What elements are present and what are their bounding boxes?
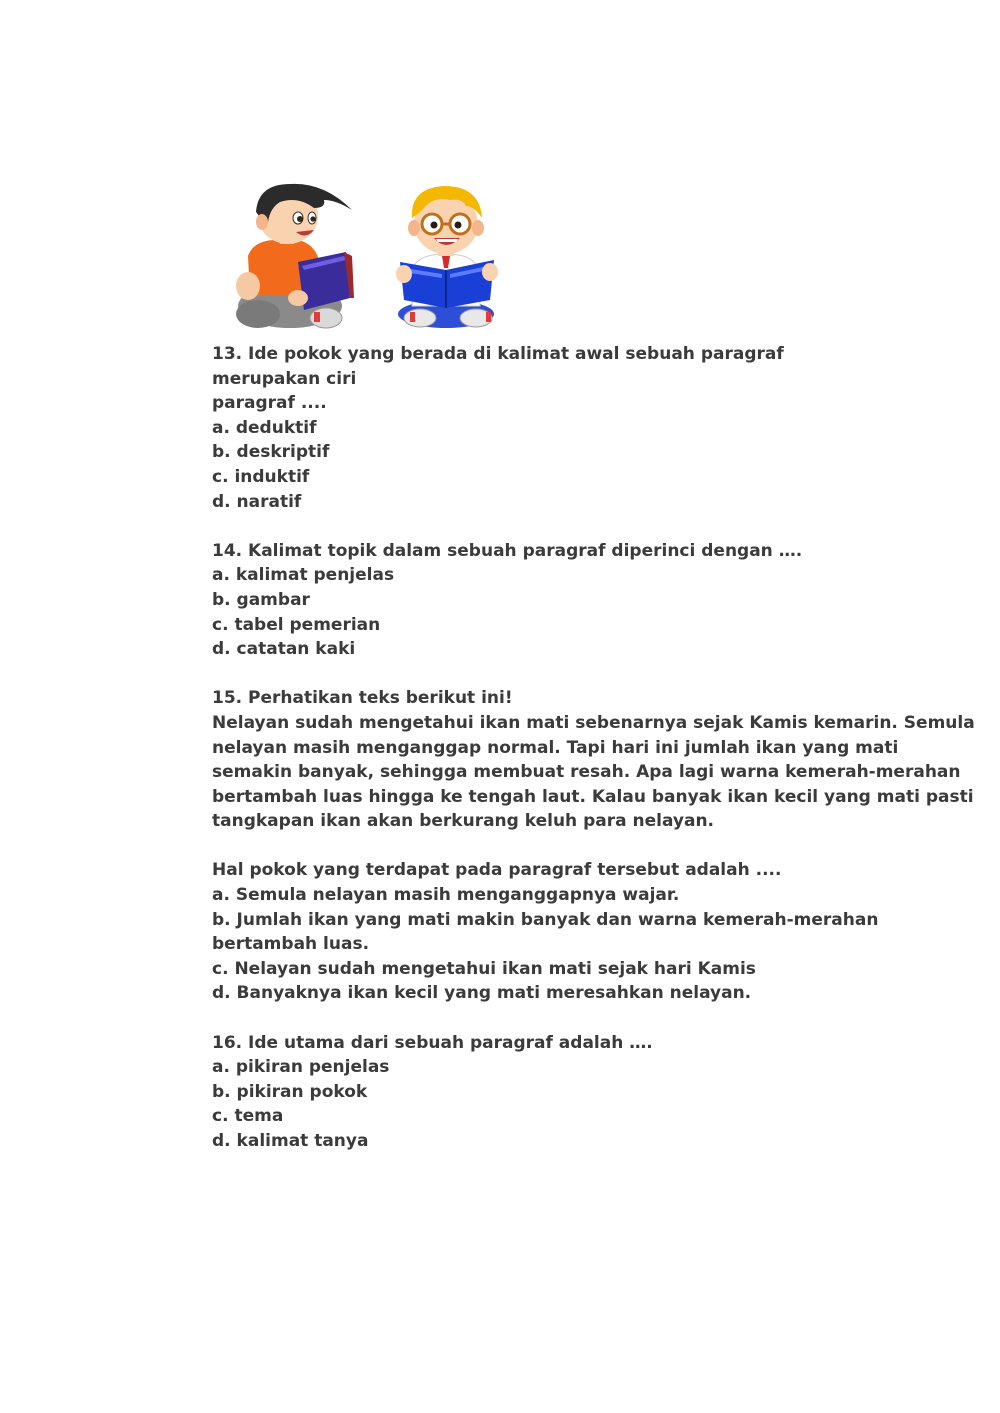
question-15-sub-prompt: Hal pokok yang terdapat pada paragraf tersebut adalah .... [212,860,782,881]
question-16-prompt: 16. Ide utama dari sebuah paragraf adalah …. [212,1032,653,1053]
passage-line-1: Nelayan sudah mengetahui ikan mati sebenarnya sejak Kamis kemarin. Semula [212,712,975,733]
question-14 [212,539,892,662]
question-13-prompt-line-1: 13. Ide pokok yang berada di kalimat awal sebuah paragraf merupakan ciri [212,344,790,389]
passage-line-5: tangkapan ikan akan berkurang keluh para nelayan. [212,811,715,832]
question-16-option-a: a. pikiran penjelas [212,1057,390,1078]
worksheet-content [212,342,975,1178]
question-13-option-d: d. naratif [212,491,302,512]
question-15-answers [212,858,892,1006]
question-13 [212,342,892,514]
question-15-option-b-line-1: b. Jumlah ikan yang mati makin banyak dan warna kemerah-merahan [212,909,879,930]
question-13-prompt-line-2: paragraf .... [212,393,327,414]
boy-reading-purple-book-icon [236,184,354,328]
question-15-option-b-line-2: bertambah luas. [212,934,370,955]
passage-line-2: nelayan masih menganggap normal. Tapi hari ini jumlah ikan yang mati [212,737,899,758]
question-14-option-b: b. gambar [212,589,310,610]
question-15-option-d: d. Banyaknya ikan kecil yang mati meresahkan nelayan. [212,983,752,1004]
question-16-option-d: d. kalimat tanya [212,1131,369,1151]
passage-line-3: semakin banyak, sehingga membuat resah. Apa lagi warna kemerah-merahan [212,762,961,783]
question-14-option-d: d. catatan kaki [212,639,356,660]
question-15-option-c: c. Nelayan sudah mengetahui ikan mati sejak hari Kamis [212,958,756,979]
question-15 [212,686,975,834]
question-14-option-a: a. kalimat penjelas [212,565,395,586]
question-14-option-c: c. tabel pemerian [212,614,381,635]
question-13-option-c: c. induktif [212,466,310,487]
two-children-reading-books-icon [228,178,518,338]
question-15-option-a: a. Semula nelayan masih menganggapnya wajar. [212,885,680,906]
question-15-prompt: 15. Perhatikan teks berikut ini! [212,688,513,709]
question-13-option-a: a. deduktif [212,417,317,438]
question-13-option-b: b. deskriptif [212,442,330,463]
question-16-option-c: c. tema [212,1106,284,1127]
question-14-prompt: 14. Kalimat topik dalam sebuah paragraf diperinci dengan …. [212,540,803,561]
question-16 [212,1031,892,1154]
boy-reading-blue-book-icon [396,186,498,328]
passage-line-4: bertambah luas hingga ke tengah laut. Kalau banyak ikan kecil yang mati pasti [212,786,974,807]
question-16-option-b: b. pikiran pokok [212,1081,368,1102]
